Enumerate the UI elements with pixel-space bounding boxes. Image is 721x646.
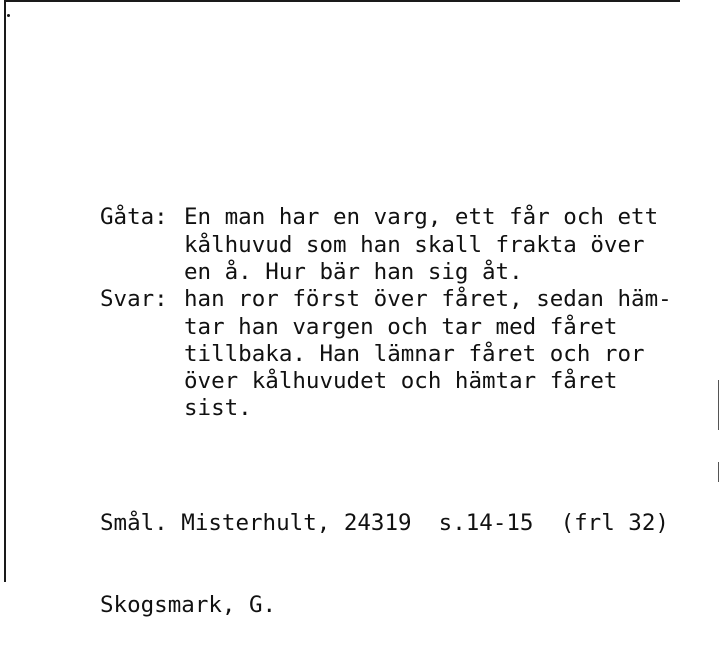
- answer-label: Svar:: [100, 286, 168, 313]
- source-reference: (frl 32): [560, 510, 669, 537]
- source-location: Smål. Misterhult, 24319: [100, 510, 412, 537]
- answer-section: [100, 286, 672, 422]
- source-footer: [100, 456, 669, 646]
- answer-block: [100, 232, 672, 422]
- riddle-section: [100, 204, 659, 285]
- corner-dot: [7, 14, 10, 17]
- edge-mark: [718, 462, 719, 482]
- card-top-border: [4, 0, 680, 2]
- answer-line: han ror först över fåret, sedan häm-: [184, 286, 672, 313]
- answer-line: tar han vargen och tar med fåret: [184, 313, 618, 340]
- informant-name: Skogsmark, G.: [100, 592, 277, 618]
- riddle-label: Gåta:: [100, 204, 168, 231]
- riddle-text: [184, 204, 659, 285]
- source-pages: s.14-15: [438, 510, 534, 537]
- riddle-line: En man har en varg, ett får och ett: [184, 204, 659, 231]
- answer-line: över kålhuvudet och hämtar fåret: [184, 367, 618, 394]
- answer-line: sist.: [184, 395, 252, 422]
- riddle-line: en å. Hur bär han sig åt.: [184, 258, 523, 285]
- riddle-line: kålhuvud som han skall frakta över: [184, 231, 645, 258]
- edge-mark: [718, 380, 719, 430]
- answer-line: tillbaka. Han lämnar fåret och ror: [184, 340, 645, 367]
- card-left-border: [4, 0, 6, 582]
- source-line: [100, 510, 669, 537]
- answer-text: [184, 286, 672, 422]
